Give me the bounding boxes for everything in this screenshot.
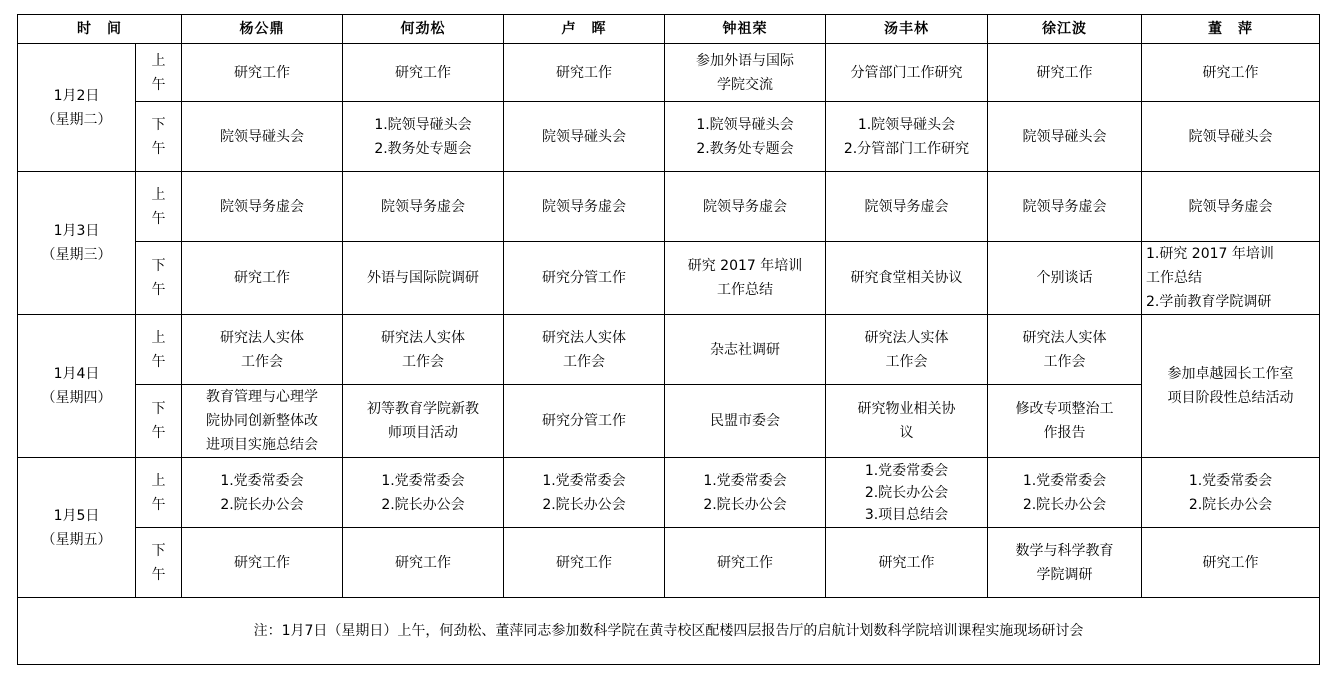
schedule-cell: 研究工作 [504,44,665,102]
person-header: 何劲松 [343,15,504,44]
schedule-cell: 研究工作 [182,242,343,315]
person-header: 董 萍 [1142,15,1320,44]
schedule-cell: 民盟市委会 [665,385,826,458]
person-header: 杨公鼎 [182,15,343,44]
am-label: 上 午 [136,315,182,385]
footnote: 注：1月7日（星期日）上午，何劲松、董萍同志参加数科学院在黄寺校区配楼四层报告厅的启航计划数科学院培训课程实施现场研讨会 [18,598,1320,665]
schedule-cell: 院领导务虚会 [665,172,826,242]
schedule-cell: 杂志社调研 [665,315,826,385]
schedule-cell: 1.院领导碰头会 2.教务处专题会 [343,102,504,172]
schedule-cell: 院领导务虚会 [1142,172,1320,242]
date-cell: 1月2日 （星期二） [18,44,136,172]
schedule-cell: 研究工作 [1142,528,1320,598]
schedule-cell: 参加外语与国际 学院交流 [665,44,826,102]
schedule-cell: 院领导务虚会 [826,172,988,242]
schedule-cell: 1.党委常委会 2.院长办公会 [182,458,343,528]
person-header: 汤丰林 [826,15,988,44]
schedule-table [17,14,1320,665]
schedule-cell: 研究 2017 年培训 工作总结 [665,242,826,315]
day2-pm-row [18,242,1320,315]
date-cell: 1月5日 （星期五） [18,458,136,598]
schedule-cell: 1.院领导碰头会 2.教务处专题会 [665,102,826,172]
schedule-cell: 院领导务虚会 [988,172,1142,242]
schedule-cell: 分管部门工作研究 [826,44,988,102]
schedule-cell: 研究食堂相关协议 [826,242,988,315]
schedule-cell: 1.党委常委会 2.院长办公会 [343,458,504,528]
schedule-cell: 院领导务虚会 [343,172,504,242]
schedule-cell: 研究分管工作 [504,385,665,458]
day2-am-row [18,172,1320,242]
note-row [18,598,1320,665]
time-header: 时 间 [18,15,182,44]
am-label: 上 午 [136,458,182,528]
schedule-cell: 初等教育学院新教 师项目活动 [343,385,504,458]
date-cell: 1月4日 （星期四） [18,315,136,458]
schedule-cell: 教育管理与心理学 院协同创新整体改 进项目实施总结会 [182,385,343,458]
schedule-cell-merged: 参加卓越园长工作室 项目阶段性总结活动 [1142,315,1320,458]
schedule-cell: 院领导碰头会 [1142,102,1320,172]
schedule-cell: 院领导碰头会 [988,102,1142,172]
schedule-cell: 研究工作 [1142,44,1320,102]
day4-am-row [18,458,1320,528]
schedule-cell: 个别谈话 [988,242,1142,315]
schedule-cell: 院领导碰头会 [182,102,343,172]
pm-label: 下 午 [136,528,182,598]
schedule-cell: 研究工作 [826,528,988,598]
schedule-cell: 研究工作 [182,528,343,598]
schedule-cell: 院领导务虚会 [504,172,665,242]
schedule-cell: 1.院领导碰头会 2.分管部门工作研究 [826,102,988,172]
schedule-cell: 院领导务虚会 [182,172,343,242]
schedule-cell: 1.党委常委会 2.院长办公会 3.项目总结会 [826,458,988,528]
schedule-cell: 研究法人实体 工作会 [504,315,665,385]
schedule-cell: 1.党委常委会 2.院长办公会 [1142,458,1320,528]
day1-am-row [18,44,1320,102]
schedule-cell: 1.研究 2017 年培训 工作总结 2.学前教育学院调研 [1142,242,1320,315]
schedule-cell: 研究物业相关协 议 [826,385,988,458]
day1-pm-row [18,102,1320,172]
pm-label: 下 午 [136,385,182,458]
schedule-cell: 研究工作 [343,528,504,598]
schedule-cell: 研究分管工作 [504,242,665,315]
pm-label: 下 午 [136,102,182,172]
schedule-cell: 研究工作 [665,528,826,598]
schedule-cell: 研究法人实体 工作会 [826,315,988,385]
schedule-cell: 研究法人实体 工作会 [343,315,504,385]
am-label: 上 午 [136,172,182,242]
person-header: 卢 晖 [504,15,665,44]
header-row [18,15,1320,44]
schedule-cell: 研究工作 [504,528,665,598]
day4-pm-row [18,528,1320,598]
person-header: 钟祖荣 [665,15,826,44]
schedule-cell: 院领导碰头会 [504,102,665,172]
schedule-cell: 研究法人实体 工作会 [182,315,343,385]
schedule-cell: 研究工作 [988,44,1142,102]
schedule-cell: 研究法人实体 工作会 [988,315,1142,385]
schedule-cell: 修改专项整治工 作报告 [988,385,1142,458]
date-cell: 1月3日 （星期三） [18,172,136,315]
schedule-cell: 外语与国际院调研 [343,242,504,315]
schedule-cell: 研究工作 [182,44,343,102]
am-label: 上 午 [136,44,182,102]
schedule-cell: 1.党委常委会 2.院长办公会 [665,458,826,528]
schedule-cell: 数学与科学教育 学院调研 [988,528,1142,598]
pm-label: 下 午 [136,242,182,315]
day3-am-row [18,315,1320,385]
schedule-cell: 1.党委常委会 2.院长办公会 [988,458,1142,528]
schedule-cell: 1.党委常委会 2.院长办公会 [504,458,665,528]
person-header: 徐江波 [988,15,1142,44]
schedule-cell: 研究工作 [343,44,504,102]
day3-pm-row [18,385,1320,458]
